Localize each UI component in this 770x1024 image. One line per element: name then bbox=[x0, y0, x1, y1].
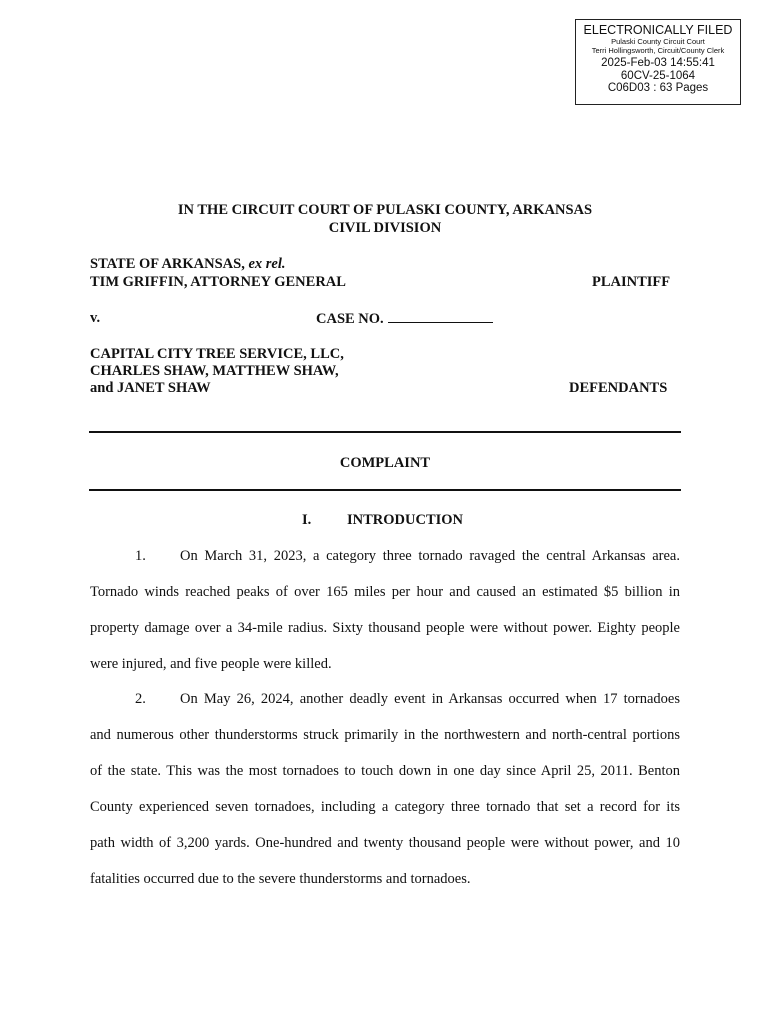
stamp-court: Pulaski County Circuit Court bbox=[611, 37, 705, 47]
top-rule bbox=[89, 431, 681, 433]
paragraph-line: County experienced seven tornadoes, including a category three tornado that set a record for its bbox=[90, 799, 680, 815]
paragraph-line: were injured, and five people were killed. bbox=[90, 656, 332, 672]
bottom-rule bbox=[89, 489, 681, 491]
defendant-line-1: CAPITAL CITY TREE SERVICE, LLC, bbox=[90, 346, 344, 362]
paragraph-1 bbox=[90, 548, 680, 692]
stamp-clerk: Terri Hollingsworth, Circuit/County Clerk bbox=[591, 46, 725, 55]
case-number-blank bbox=[388, 310, 493, 323]
paragraph-2 bbox=[90, 691, 680, 907]
document-title: COMPLAINT bbox=[339, 455, 431, 471]
electronic-filing-stamp bbox=[575, 19, 741, 105]
paragraph-line: fatalities occurred due to the severe thunderstorms and tornadoes. bbox=[90, 871, 471, 887]
stamp-pages: C06D03 : 63 Pages bbox=[607, 82, 709, 95]
section-title: INTRODUCTION bbox=[347, 512, 464, 528]
case-number-label: CASE NO. bbox=[316, 311, 384, 327]
defendant-label: DEFENDANTS bbox=[569, 380, 668, 396]
section-number: I. bbox=[302, 512, 312, 528]
plaintiff-line-2: TIM GRIFFIN, ATTORNEY GENERAL bbox=[90, 274, 346, 290]
paragraph-line: 1. On March 31, 2023, a category three tornado ravaged the central Arkansas area. bbox=[90, 548, 680, 584]
plaintiff-line-1 bbox=[90, 256, 286, 273]
division-heading: CIVIL DIVISION bbox=[328, 220, 442, 236]
ex-rel: ex rel. bbox=[248, 256, 286, 272]
paragraph-number: 1. bbox=[135, 548, 146, 564]
stamp-case-code: 60CV-25-1064 bbox=[620, 69, 696, 82]
versus: v. bbox=[90, 310, 101, 326]
paragraph-number: 2. bbox=[135, 691, 146, 707]
paragraph-line: path width of 3,200 yards. One-hundred and twenty thousand people were without power, and 10 bbox=[90, 835, 680, 851]
paragraph-line: of the state. This was the most tornadoes to touch down in one day since April 25, 2011. Benton bbox=[90, 763, 680, 779]
paragraph-line: and numerous other thunderstorms struck primarily in the northwestern and north-central portions bbox=[90, 727, 680, 743]
defendant-line-2: CHARLES SHAW, MATTHEW SHAW, bbox=[90, 363, 339, 379]
paragraph-line: Tornado winds reached peaks of over 165 miles per hour and caused an estimated $5 billion in bbox=[90, 584, 680, 600]
defendant-line-3: and JANET SHAW bbox=[90, 380, 211, 396]
plaintiff-name: STATE OF ARKANSAS, bbox=[90, 256, 245, 272]
stamp-title: ELECTRONICALLY FILED bbox=[583, 23, 733, 37]
plaintiff-label: PLAINTIFF bbox=[592, 274, 671, 290]
stamp-datetime: 2025-Feb-03 14:55:41 bbox=[601, 56, 715, 69]
paragraph-line: property damage over a 34-mile radius. Sixty thousand people were without power. Eighty people bbox=[90, 620, 680, 636]
court-heading: IN THE CIRCUIT COURT OF PULASKI COUNTY, ARKANSAS bbox=[177, 202, 593, 218]
case-number-field bbox=[316, 310, 493, 328]
paragraph-line: 2. On May 26, 2024, another deadly event in Arkansas occurred when 17 tornadoes bbox=[90, 691, 680, 727]
